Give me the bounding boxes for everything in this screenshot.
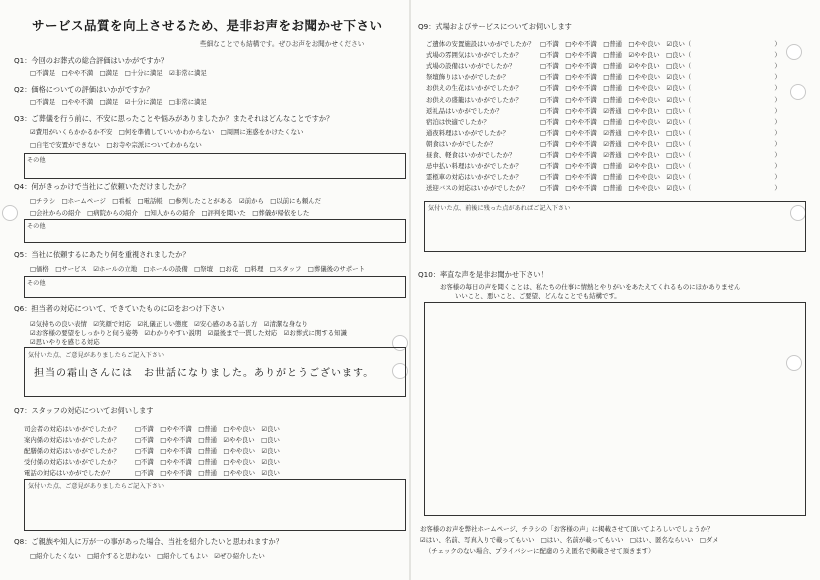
q8-options[interactable]: □紹介したくない □紹介すると思わない □紹介してもよい ☑ぜひ紹介したい bbox=[30, 552, 265, 560]
punch-hole-left-page-1 bbox=[2, 205, 18, 221]
q9-row-label: 昼食、軽食はいかがでしたか？ bbox=[426, 151, 516, 159]
q9-question: Q9：式場およびサービスについてお伺いします bbox=[418, 22, 572, 31]
q3-options-line2[interactable]: □自宅で安置ができない □お寺や宗派についてわからない bbox=[30, 141, 202, 149]
punch-hole-left-top bbox=[786, 44, 802, 60]
q7-question: Q7：スタッフの対応についてお伺いします bbox=[14, 406, 154, 415]
q9-row-options[interactable]: □不満 □やや不満 □普通 □やや良い ☑良い（ ） bbox=[540, 118, 781, 126]
consent-options[interactable]: ☑はい、名前、写真入りで載ってもいい □はい、名前が載ってもいい □はい、匿名ならいい □ダメ bbox=[420, 536, 719, 544]
q9-row-label: 霊柩車の対応はいかがでしたか？ bbox=[426, 173, 522, 181]
q8-question: Q8：ご親族や知人に万が一の事があった場合、当社を紹介したいと思われますか？ bbox=[14, 537, 283, 546]
q6-handwritten-comment: 担当の霜山さんには お世話になりました。ありがとうございます。 bbox=[34, 368, 375, 379]
q6-options-line1[interactable]: ☑気持ちの良い表情 ☑笑顔で対応 ☑礼儀正しい態度 ☑安心感のある話し方 ☑清潔な身なり bbox=[30, 320, 308, 328]
q4-options-line2[interactable]: □会社からの紹介 □病院からの紹介 □知人からの紹介 □評判を聞いた □葬儀が帰依をした bbox=[30, 209, 310, 217]
q3-other-label: その他 bbox=[27, 157, 46, 164]
q10-intro-line1: お客様の毎日の声を聞くことは、私たちの仕事に情熱とやりがいをあたえてくれるものにほかありません bbox=[440, 283, 741, 291]
q10-intro-line2: いいこと、悪いこと、ご要望、どんなことでも結構です。 bbox=[455, 292, 621, 300]
q9-row-label: お供えの盛籠はいかがでしたか？ bbox=[426, 96, 522, 104]
q9-row-options[interactable]: □不満 □やや不満 □普通 □やや良い ☑良い（ ） bbox=[540, 96, 781, 104]
q2-question: Q2：価格についての評価はいかがですか？ bbox=[14, 85, 154, 94]
q1-question: Q1：今回のお葬式の総合評価はいかがですか？ bbox=[14, 56, 168, 65]
q9-row-options[interactable]: □不満 □やや不満 □普通 □やや良い ☑良い（ ） bbox=[540, 40, 781, 48]
q9-row-label: 忌中払い料理はいかがでしたか？ bbox=[426, 162, 522, 170]
q9-row-label: 式場の設備はいかがでしたか？ bbox=[426, 62, 516, 70]
page-subtitle: 些細なことでも結構です。ぜひお声をお聞かせください bbox=[200, 40, 365, 48]
q5-other-label: その他 bbox=[27, 280, 46, 287]
q9-row-options[interactable]: □不満 □やや不満 ☑普通 □やや良い □良い（ ） bbox=[540, 151, 781, 159]
q9-row-label: 送迎バスの対応はいかがでしたか？ bbox=[426, 184, 529, 192]
q9-row-label: 祭壇飾りはいかがでしたか？ bbox=[426, 73, 510, 81]
q9-row-label: 返礼品はいかがでしたか？ bbox=[426, 107, 503, 115]
q4-other-box[interactable] bbox=[24, 219, 406, 243]
page-title: サービス品質を向上させるため、是非お声をお聞かせ下さい bbox=[32, 18, 383, 33]
q6-options-line2[interactable]: ☑お客様の要望をしっかりと伺う姿勢 ☑わかりやすい説明 ☑最後まで一貫した対応 ☑お葬式に関する知識 bbox=[30, 329, 347, 337]
q4-options-line1[interactable]: □チラシ □ホームページ □看板 □電話帳 □参列したことがある ☑前から □以前にも頼んだ bbox=[30, 197, 322, 205]
q7-row-label: 受付係の対応はいかがでしたか？ bbox=[24, 458, 120, 466]
q3-other-box[interactable] bbox=[24, 153, 406, 179]
q6-options-line3[interactable]: ☑思いやりを感じる対応 bbox=[30, 338, 100, 346]
q9-row-label: 通夜料理はいかがでしたか？ bbox=[426, 129, 510, 137]
q9-row-options[interactable]: □不満 □やや不満 □普通 □やや良い ☑良い（ ） bbox=[540, 84, 781, 92]
q5-question: Q5：当社に依頼するにあたり何を重視されましたか？ bbox=[14, 250, 190, 259]
q9-row-options[interactable]: □不満 □やや不満 □普通 ☑やや良い □良い（ ） bbox=[540, 162, 781, 170]
q9-row-label: 式場の雰囲気はいかがでしたか？ bbox=[426, 51, 522, 59]
q7-row-options[interactable]: □不満 □やや不満 □普通 □やや良い ☑良い bbox=[135, 447, 280, 455]
q9-row-options[interactable]: □不満 □やや不満 ☑普通 □やや良い □良い（ ） bbox=[540, 107, 781, 115]
q9-row-options[interactable]: □不満 □やや不満 □普通 □やや良い ☑良い（ ） bbox=[540, 73, 781, 81]
q9-row-label: 宿泊は快適でしたか？ bbox=[426, 118, 490, 126]
q7-row-options[interactable]: □不満 □やや不満 □普通 ☑やや良い □良い bbox=[135, 436, 280, 444]
q7-row-label: 司会者の対応はいかがでしたか？ bbox=[24, 425, 120, 433]
q9-row-options[interactable]: □不満 □やや不満 □普通 □やや良い ☑良い（ ） bbox=[540, 173, 781, 181]
q7-row-options[interactable]: □不満 □やや不満 □普通 □やや良い ☑良い bbox=[135, 469, 280, 477]
q9-comment-label: 気付いた点、前後に残った点があればご記入下さい bbox=[428, 205, 571, 212]
punch-hole-right-1 bbox=[790, 84, 806, 100]
q9-row-options[interactable]: □不満 □やや不満 □普通 □やや良い ☑良い（ ） bbox=[540, 184, 781, 192]
q9-row-options[interactable]: □不満 □やや不満 □普通 ☑やや良い □良い（ ） bbox=[540, 62, 781, 70]
q9-row-options[interactable]: □不満 □やや不満 ☑普通 □やや良い □良い（ ） bbox=[540, 140, 781, 148]
q7-row-label: 案内係の対応はいかがでしたか？ bbox=[24, 436, 120, 444]
q7-comment-label: 気付いた点、ご意見がありましたらご記入下さい bbox=[28, 483, 165, 490]
q5-other-box[interactable] bbox=[24, 276, 406, 298]
q9-row-label: お供えの生花はいかがでしたか？ bbox=[426, 84, 522, 92]
q3-question: Q3：ご葬儀を行う前に、不安に思ったことや悩みがありましたか？またそれはどんなことですか？ bbox=[14, 114, 334, 123]
consent-question: お客様のお声を弊社ホームページ、チラシの「お客様の声」に掲載させて頂いてよろしいでしょうか？ bbox=[420, 525, 714, 533]
q5-options[interactable]: □価格 □サービス ☑ホールの立地 □ホールの設備 □祭壇 □お花 □料理 □スタッフ □葬儀後のサポート bbox=[30, 265, 365, 273]
q7-row-options[interactable]: □不満 □やや不満 □普通 □やや良い ☑良い bbox=[135, 458, 280, 466]
q9-row-options[interactable]: □不満 □やや不満 □普通 ☑やや良い □良い（ ） bbox=[540, 51, 781, 59]
q7-row-options[interactable]: □不満 □やや不満 □普通 □やや良い ☑良い bbox=[135, 425, 280, 433]
q10-question: Q10：率直な声を是非お聞かせ下さい！ bbox=[418, 270, 548, 279]
q4-question: Q4：何がきっかけで当社にご依頼いただけましたか？ bbox=[14, 182, 190, 191]
consent-note: （チェックのない場合、プライバシーに配慮のうえ匿名で掲載させて頂きます） bbox=[425, 547, 655, 555]
q6-question: Q6：担当者の対応について、できていたものに☑をおつけ下さい bbox=[14, 304, 225, 313]
q7-row-label: 電話の対応はいかがでしたか？ bbox=[24, 469, 114, 477]
q7-row-label: 配膳係の対応はいかがでしたか？ bbox=[24, 447, 120, 455]
q2-options[interactable]: □不満足 □やや不満 □満足 ☑十分に満足 □非常に満足 bbox=[30, 98, 207, 106]
center-fold bbox=[409, 0, 411, 580]
q4-other-label: その他 bbox=[27, 223, 46, 230]
q3-options-line1[interactable]: ☑費用がいくらかかるか不安 □何を準備していいかわからない □周囲に迷惑をかけたくない bbox=[30, 128, 304, 136]
q1-options[interactable]: □不満足 □やや不満 □満足 □十分に満足 ☑非常に満足 bbox=[30, 69, 207, 77]
q10-comment-box[interactable] bbox=[424, 302, 806, 516]
q9-row-label: ご遺体の安置施設はいかがでしたか？ bbox=[426, 40, 535, 48]
q9-row-options[interactable]: □不満 □やや不満 ☑普通 □やや良い □良い（ ） bbox=[540, 129, 781, 137]
q6-comment-label: 気付いた点、ご意見がありましたらご記入下さい bbox=[28, 352, 165, 359]
q9-row-label: 朝食はいかがでしたか？ bbox=[426, 140, 497, 148]
